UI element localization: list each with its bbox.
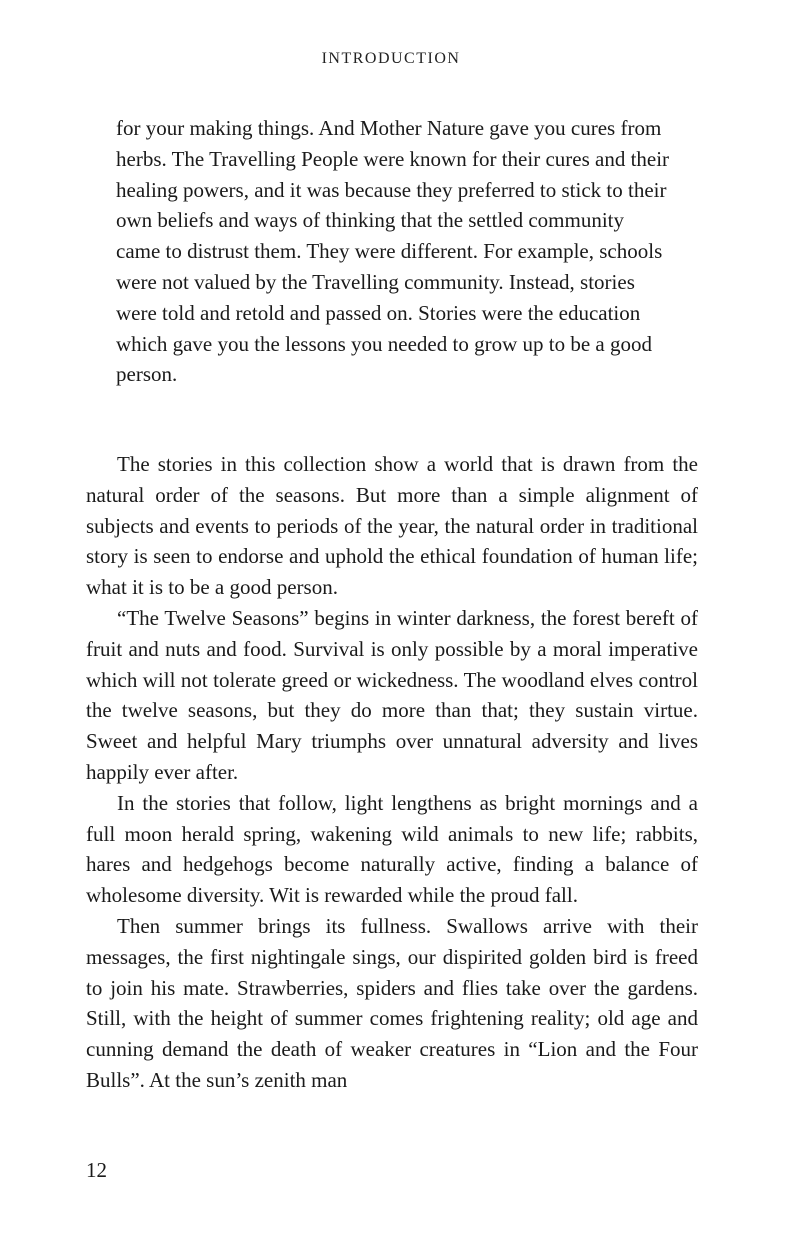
page-number: 12 bbox=[86, 1158, 107, 1182]
block-quote bbox=[116, 113, 672, 390]
block-quote-text: for your making things. And Mother Nature gave you cures from herbs. The Travelling People were known for their cures and their healing powers, and it was because they preferred to stick to their own beliefs and ways of thinking that the settled community came to distrust them. They were different. For example, schools were not valued by the Travelling community. Instead, stories were told and retold and passed on. Stories were the education which gave you the lessons you needed to grow up to be a good person. bbox=[116, 116, 670, 387]
body-paragraph: “The Twelve Seasons” begins in winter darkness, the forest bereft of fruit and nuts and food. Survival is only possible by a moral imperative which will not tolerate greed or wickedness. The woodland elves control the twelve seasons, but they do more than that; they sustain virtue. Sweet and helpful Mary triumphs over unnatural adversity and lives happily ever after. bbox=[86, 605, 698, 784]
body-text bbox=[86, 449, 698, 1096]
body-paragraph: In the stories that follow, light lengthens as bright mornings and a full moon herald spring, wakening wild animals to new life; rabbits, hares and hedgehogs become naturally active, finding a balance of wholesome diversity. Wit is rewarded while the proud fall. bbox=[86, 790, 698, 908]
body-paragraph: Then summer brings its fullness. Swallows arrive with their messages, the first nightingale sings, our dispirited golden bird is freed to join his mate. Strawberries, spiders and flies take over the gardens. Still, with the height of summer comes frightening reality; old age and cunning demand the death of weaker creatures in “Lion and the Four Bulls”. At the sun’s zenith man bbox=[86, 913, 698, 1092]
body-paragraph: The stories in this collection show a world that is drawn from the natural order of the seasons. But more than a simple alignment of subjects and events to periods of the year, the natural order in traditional story is seen to endorse and uphold the ethical foundation of human life; what it is to be a good person. bbox=[86, 452, 698, 600]
running-header: INTRODUCTION bbox=[321, 50, 461, 67]
